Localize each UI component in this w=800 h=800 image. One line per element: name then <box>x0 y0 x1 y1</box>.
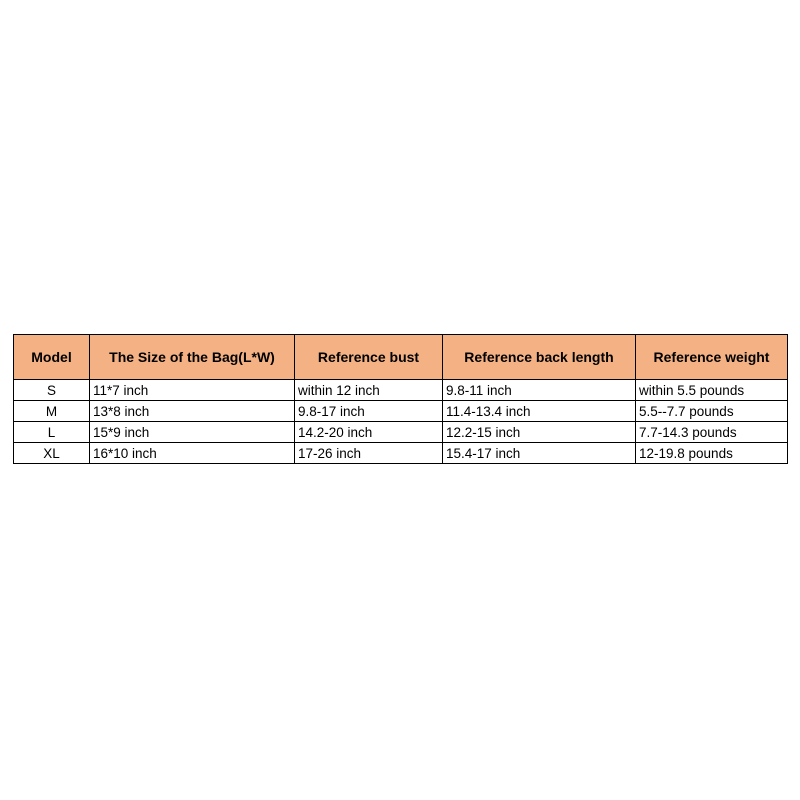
cell-model: XL <box>14 443 90 464</box>
cell-back-length: 12.2-15 inch <box>443 422 636 443</box>
cell-bag-size: 16*10 inch <box>90 443 295 464</box>
cell-model: S <box>14 380 90 401</box>
cell-bust: 17-26 inch <box>295 443 443 464</box>
table-row-l <box>14 422 788 443</box>
cell-back-length: 9.8-11 inch <box>443 380 636 401</box>
cell-back-length: 15.4-17 inch <box>443 443 636 464</box>
header-bag-size: The Size of the Bag(L*W) <box>90 335 295 380</box>
cell-bag-size: 13*8 inch <box>90 401 295 422</box>
header-model: Model <box>14 335 90 380</box>
cell-weight: 5.5--7.7 pounds <box>636 401 788 422</box>
table-row-m <box>14 401 788 422</box>
table-row-s <box>14 380 788 401</box>
header-row <box>14 335 788 380</box>
header-back-length: Reference back length <box>443 335 636 380</box>
cell-bust: within 12 inch <box>295 380 443 401</box>
cell-bust: 14.2-20 inch <box>295 422 443 443</box>
header-bust: Reference bust <box>295 335 443 380</box>
size-chart-body <box>14 380 788 464</box>
cell-bag-size: 15*9 inch <box>90 422 295 443</box>
cell-weight: within 5.5 pounds <box>636 380 788 401</box>
cell-bag-size: 11*7 inch <box>90 380 295 401</box>
cell-weight: 12-19.8 pounds <box>636 443 788 464</box>
table-row-xl <box>14 443 788 464</box>
cell-model: M <box>14 401 90 422</box>
cell-model: L <box>14 422 90 443</box>
header-weight: Reference weight <box>636 335 788 380</box>
size-chart-table <box>13 334 788 464</box>
cell-bust: 9.8-17 inch <box>295 401 443 422</box>
cell-weight: 7.7-14.3 pounds <box>636 422 788 443</box>
size-chart-header <box>14 335 788 380</box>
cell-back-length: 11.4-13.4 inch <box>443 401 636 422</box>
